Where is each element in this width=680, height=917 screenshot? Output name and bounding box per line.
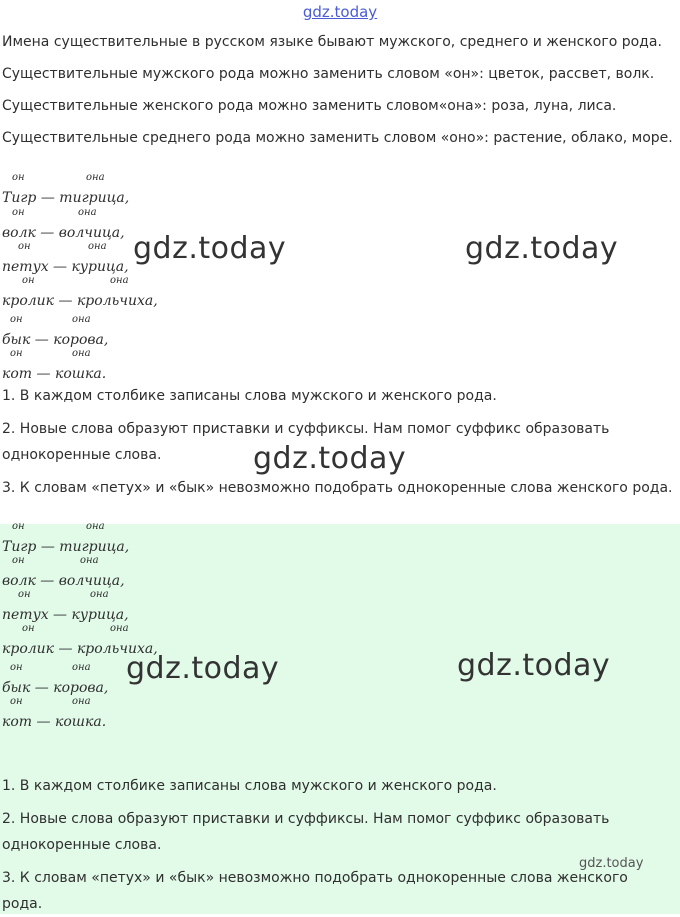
answer-paragraph: 1. В каждом столбике записаны слова мужского и женского рода.	[2, 388, 497, 404]
pair-text: бык — корова,	[2, 680, 109, 696]
masculine-mark: он	[12, 207, 25, 218]
answer-paragraph: 3. К словам «петух» и «бык» невозможно подобрать однокоренные слова женского рода.	[2, 870, 628, 912]
watermark: gdz.today	[579, 856, 644, 871]
pair-text: Тигр — тигрица,	[2, 190, 130, 206]
pair-text: Тигр — тигрица,	[2, 539, 130, 555]
pair-text: бык — корова,	[2, 332, 109, 348]
intro-paragraph: Существительные мужского рода можно заменить словом «он»: цветок, рассвет, волк.	[2, 66, 655, 82]
feminine-mark: она	[80, 555, 99, 566]
watermark: gdz.today	[457, 648, 611, 683]
masculine-mark: он	[18, 241, 31, 252]
pair-text: кот — кошка.	[2, 366, 107, 382]
masculine-mark: он	[10, 314, 23, 325]
feminine-mark: она	[78, 207, 97, 218]
site-title-link[interactable]: gdz.today	[302, 3, 378, 21]
watermark: gdz.today	[126, 651, 280, 686]
masculine-mark: он	[22, 275, 35, 286]
watermark: gdz.today	[253, 441, 407, 476]
feminine-mark: она	[72, 348, 91, 359]
watermark: gdz.today	[465, 231, 619, 266]
masculine-mark: он	[12, 521, 25, 532]
pair-text: кот — кошка.	[2, 714, 107, 730]
intro-paragraph: Существительные женского рода можно заменить словом«она»: роза, луна, лиса.	[2, 98, 617, 114]
intro-paragraph: Имена существительные в русском языке бывают мужского, среднего и женского рода.	[2, 34, 662, 50]
feminine-mark: она	[72, 314, 91, 325]
masculine-mark: он	[18, 589, 31, 600]
pair-text: кролик — крольчиха,	[2, 641, 158, 657]
answer-paragraph: 1. В каждом столбике записаны слова мужского и женского рода.	[2, 778, 497, 794]
feminine-mark: она	[72, 696, 91, 707]
masculine-mark: он	[12, 555, 25, 566]
answer-paragraph: 2. Новые слова образуют приставки и суффиксы. Нам помог суффикс образовать однокоренные слова.	[2, 811, 610, 853]
feminine-mark: она	[90, 589, 109, 600]
feminine-mark: она	[110, 623, 129, 634]
masculine-mark: он	[22, 623, 35, 634]
pair-text: волк — волчица,	[2, 225, 125, 241]
answer-paragraph: 2. Новые слова образуют приставки и суффиксы. Нам помог суффикс образовать однокоренные слова.	[2, 421, 610, 463]
feminine-mark: она	[72, 662, 91, 673]
feminine-mark: она	[86, 521, 105, 532]
feminine-mark: она	[86, 172, 105, 183]
watermark: gdz.today	[133, 231, 287, 266]
masculine-mark: он	[10, 348, 23, 359]
pair-text: волк — волчица,	[2, 573, 125, 589]
masculine-mark: он	[12, 172, 25, 183]
intro-paragraph: Существительные среднего рода можно заменить словом «оно»: растение, облако, море.	[2, 130, 673, 146]
masculine-mark: он	[10, 662, 23, 673]
feminine-mark: она	[110, 275, 129, 286]
masculine-mark: он	[10, 696, 23, 707]
pair-text: кролик — крольчиха,	[2, 293, 158, 309]
answer-paragraph: 3. К словам «петух» и «бык» невозможно подобрать однокоренные слова женского рода.	[2, 480, 673, 496]
pair-text: петух — курица,	[2, 607, 129, 623]
feminine-mark: она	[88, 241, 107, 252]
pair-text: петух — курица,	[2, 259, 129, 275]
